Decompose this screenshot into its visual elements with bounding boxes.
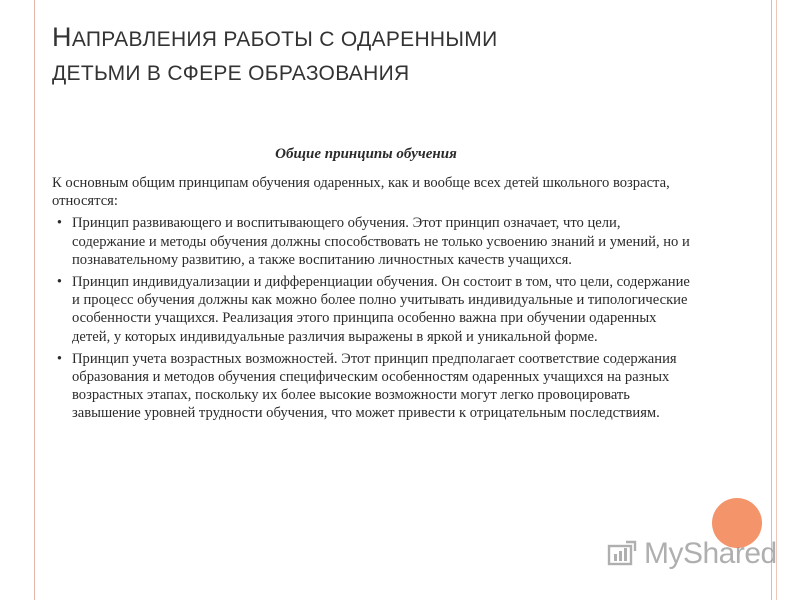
bullet-dot: • — [56, 215, 62, 232]
bullet-item — [52, 350, 692, 423]
slide-title — [52, 20, 752, 91]
bullet-text: Принцип развивающего и воспитывающего обучения. Этот принцип означает, что цели, содержание и методы обучения должны способствовать не только усвоению знаний и умений, но и познавательному развитию, а также воспитанию личностных качеств учащихся. — [72, 215, 690, 268]
bullet-item — [52, 214, 692, 269]
slide-frame-outer-line — [776, 0, 777, 600]
title-initial-cap: Н — [52, 22, 72, 52]
bullet-text: Принцип учета возрастных возможностей. Этот принцип предполагает соответствие содержания образования и методов обучения специфическим особенностям одаренных учащихся на разных возрастных этапах, поскольку их более высокие возможности могут легко провоцировать завышение уровней трудности обучения, что может привести к отрицательным последствиям. — [72, 350, 677, 422]
title-line-1 — [52, 20, 752, 57]
watermark-text: MyShared — [644, 537, 777, 570]
bullet-dot: • — [56, 274, 62, 291]
intro-paragraph: К основным общим принципам обучения одаренных, как и вообще всех детей школьного возраста, относятся: — [52, 175, 670, 210]
myshared-watermark — [606, 536, 777, 572]
slide-body — [52, 174, 692, 427]
myshared-logo-icon — [606, 538, 638, 570]
title-line-1-rest: АПРАВЛЕНИЯ РАБОТЫ С ОДАРЕННЫМИ — [71, 28, 498, 51]
bullet-item — [52, 273, 692, 346]
bullet-text: Принцип индивидуализации и дифференциации обучения. Он состоит в том, что цели, содержание и процесс обучения должны как можно более полно учитывать индивидуальные и типологические особенности учащихся. Реализация этого принципа особенно важна при обучении одаренных детей, у которых индивидуальные различия выражены в яркой и уникальной форме. — [72, 274, 690, 345]
bullet-dot: • — [56, 350, 62, 367]
title-line-2: ДЕТЬМИ В СФЕРЕ ОБРАЗОВАНИЯ — [52, 62, 410, 85]
section-subtitle: Общие принципы обучения — [275, 146, 457, 162]
